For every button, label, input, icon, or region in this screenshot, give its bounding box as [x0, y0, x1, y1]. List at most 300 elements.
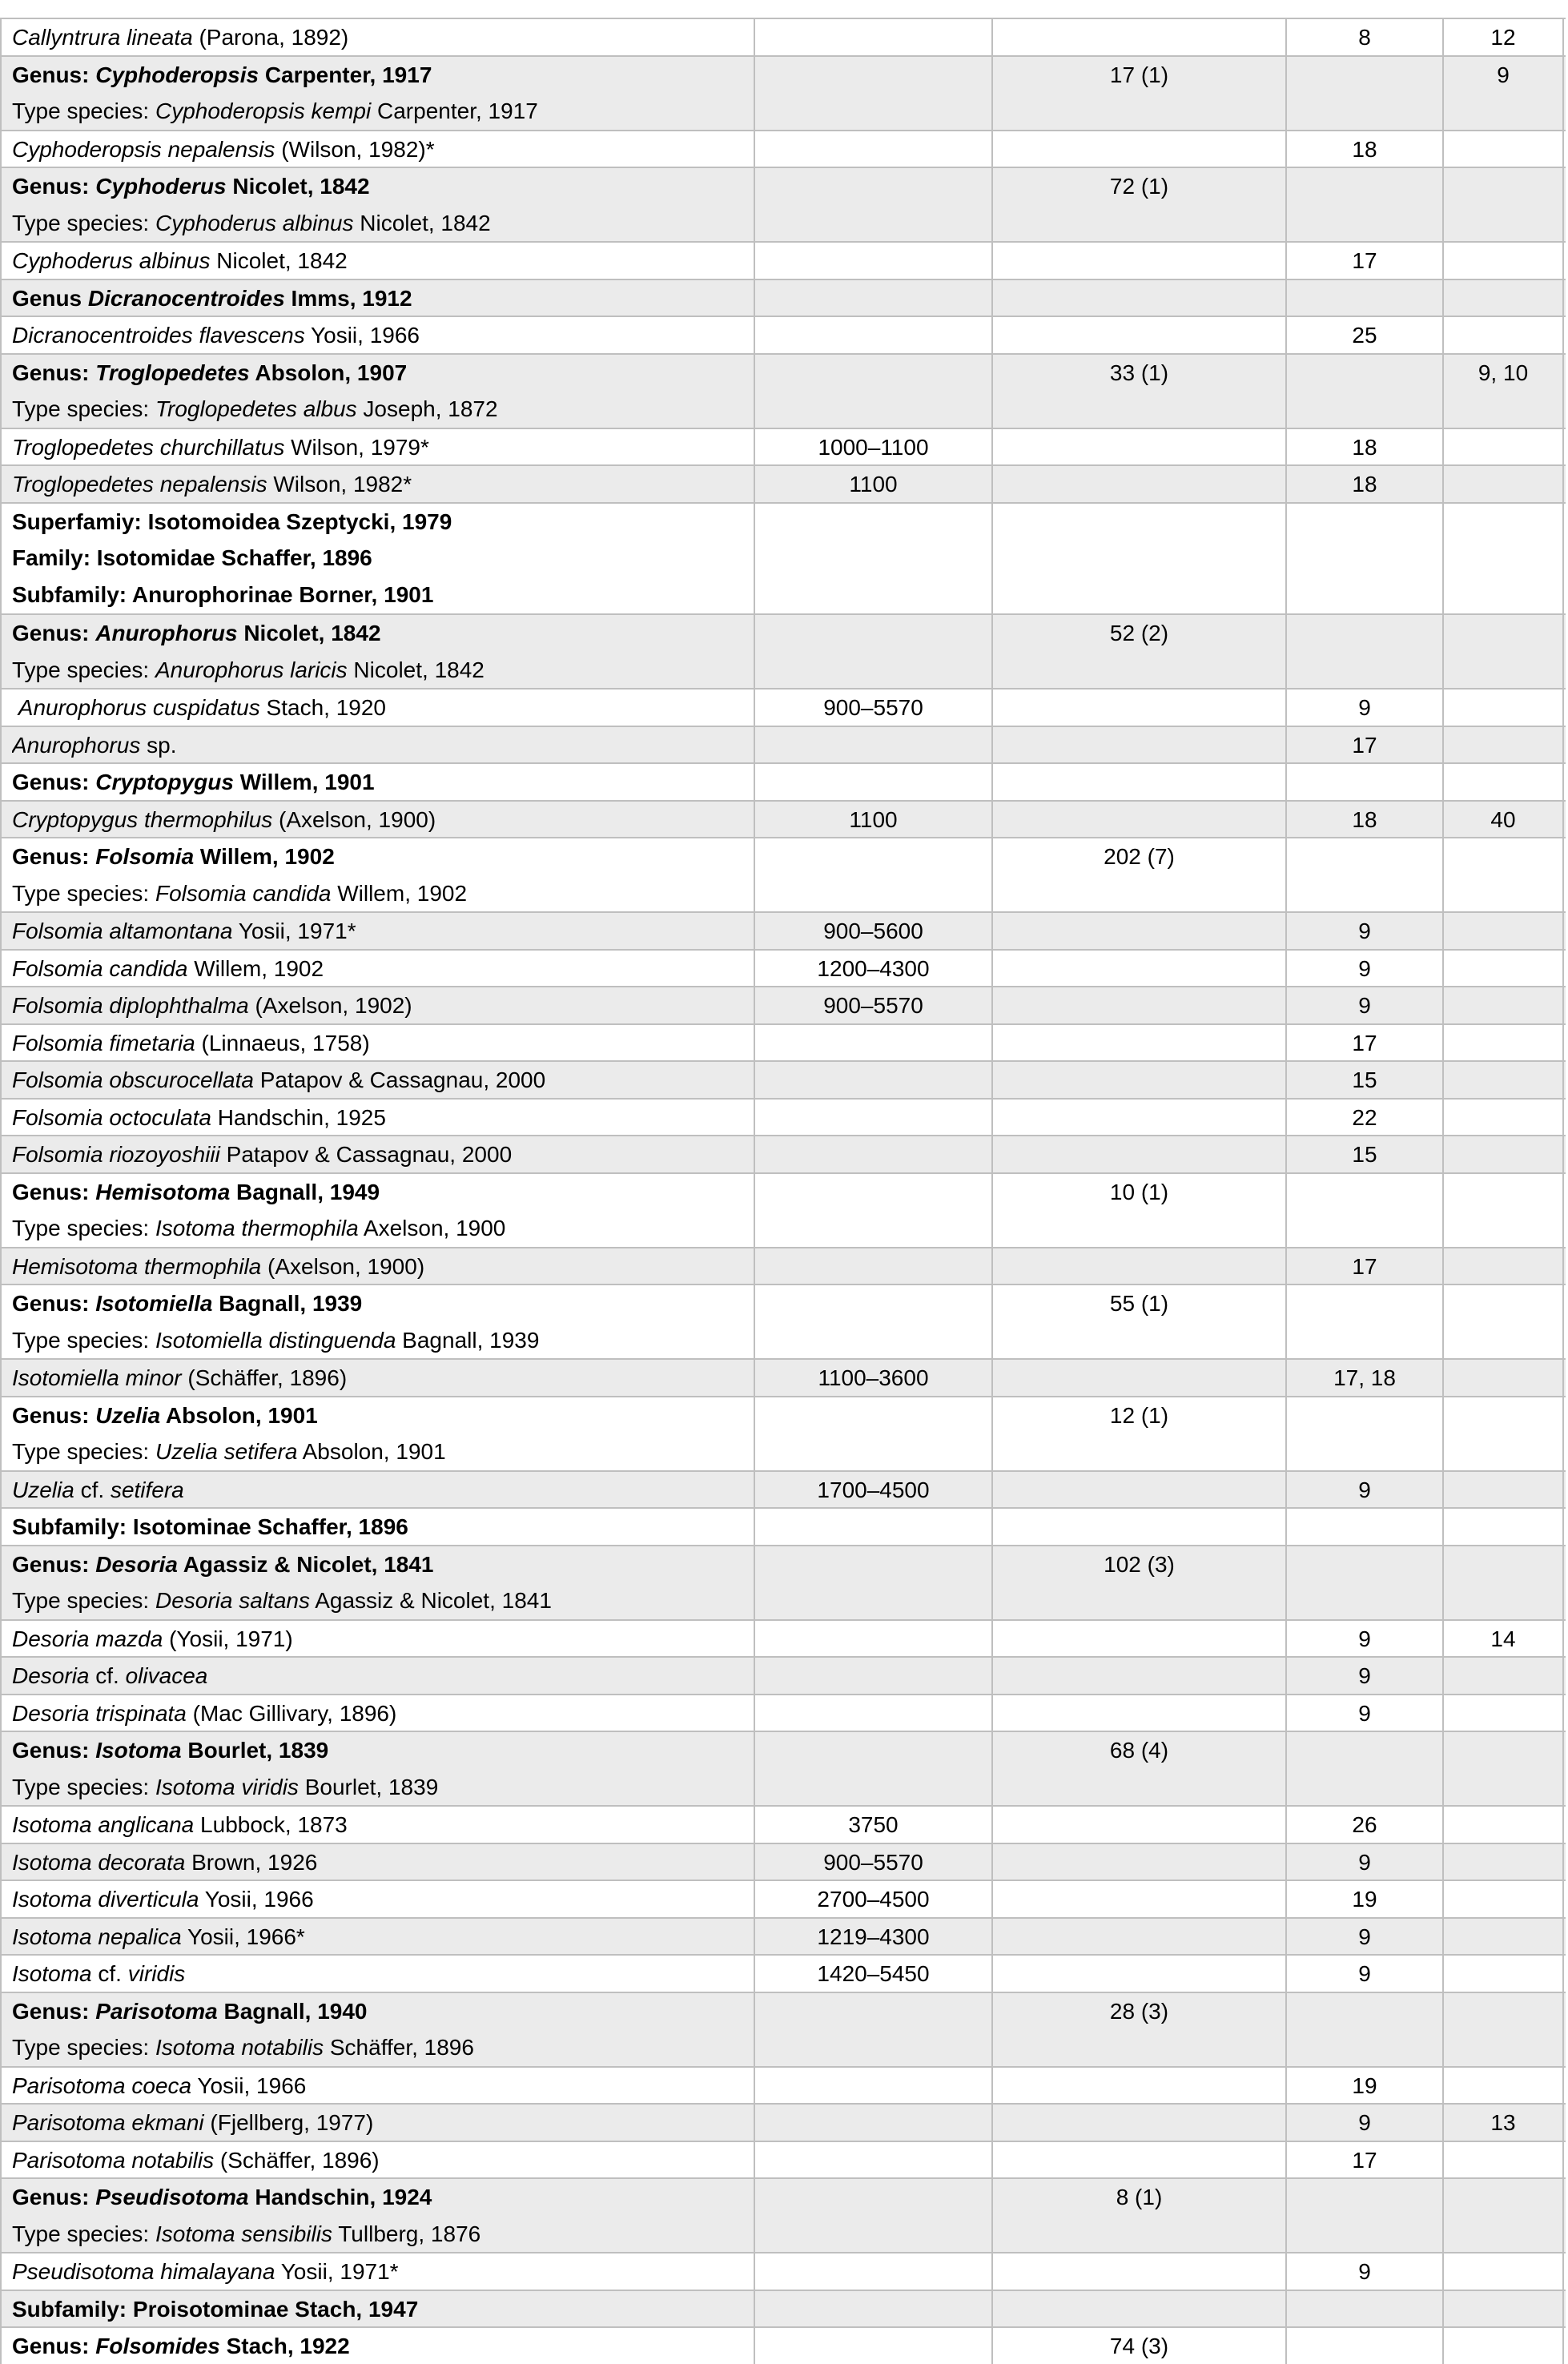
cell-reference-b	[1444, 317, 1564, 353]
cell-reference-b	[1444, 913, 1564, 949]
cell-reference-b-value	[1444, 951, 1562, 987]
cell-elevation-range-value	[755, 1062, 991, 1098]
cell-specimen-count	[993, 690, 1287, 726]
cell-specimen-count-value: 102 (3)	[1104, 1551, 1175, 1577]
cell-specimen-count	[993, 2068, 1287, 2104]
taxon-text-segment: Folsomides	[95, 2334, 220, 2358]
taxon-text-segment: Anurophorus	[12, 732, 141, 758]
taxon-text-segment: Isotoma sensibilis	[155, 2221, 332, 2246]
cell-specimen-count-value	[993, 1509, 1285, 1545]
cell-specimen-count-value	[993, 1621, 1285, 1657]
cell-specimen-count-value	[993, 1136, 1285, 1172]
cell-taxon-name	[2, 1919, 755, 1955]
cell-taxon-name	[2, 764, 755, 800]
cell-reference-b-value: 40	[1490, 806, 1516, 832]
cell-specimen-count-value	[993, 1248, 1285, 1285]
cell-elevation-range	[755, 1658, 993, 1694]
cell-specimen-count-value	[993, 429, 1285, 465]
table-row	[2, 688, 1566, 726]
taxon-text-segment: Genus:	[12, 1402, 96, 1428]
cell-reference-b-value	[1444, 1472, 1562, 1508]
cell-elevation-range	[755, 727, 993, 763]
cell-elevation-range-value: 900–5600	[823, 919, 923, 943]
cell-taxon-name	[2, 1732, 755, 1805]
cell-elevation-range-value: 1000–1100	[818, 434, 929, 460]
cell-elevation-range-value: 1100	[849, 472, 898, 497]
cell-taxon-name	[2, 913, 755, 949]
cell-specimen-count-value	[993, 1807, 1285, 1843]
cell-specimen-count	[993, 1360, 1287, 1396]
cell-taxon-name	[2, 168, 755, 241]
cell-specimen-count-value	[993, 317, 1285, 353]
cell-reference-a	[1287, 466, 1444, 502]
table-row	[2, 316, 1566, 353]
taxon-text-segment: Genus:	[12, 1998, 96, 2024]
cell-reference-b-value	[1444, 1993, 1562, 2030]
cell-elevation-range-value	[755, 1621, 991, 1657]
taxon-line	[12, 2105, 754, 2141]
cell-taxon-name	[2, 317, 755, 353]
cell-specimen-count-value	[993, 280, 1285, 316]
taxon-line	[12, 1956, 754, 1992]
cell-elevation-range-value	[755, 1174, 991, 1211]
taxon-text-segment: Tullberg, 1876	[332, 2221, 481, 2246]
cell-taxon-name	[2, 1025, 755, 1061]
taxon-text-segment: Patapov & Cassagnau, 2000	[253, 1067, 546, 1092]
cell-taxon-name	[2, 504, 755, 614]
taxon-text-segment: Type species:	[12, 98, 155, 123]
cell-elevation-range-value	[755, 838, 991, 875]
cell-taxon-name	[2, 1956, 755, 1992]
taxon-line	[12, 1397, 754, 1434]
taxon-text-segment: Isotoma thermophila	[155, 1216, 359, 1240]
taxon-line	[12, 540, 754, 577]
table-row	[2, 1098, 1566, 1136]
taxon-text-segment: Nicolet, 1842	[353, 210, 491, 235]
cell-specimen-count	[993, 1062, 1287, 1098]
cell-taxon-name	[2, 802, 755, 838]
taxon-text-segment: (Axelson, 1902)	[248, 993, 412, 1018]
cell-reference-a	[1287, 838, 1444, 911]
cell-reference-a	[1287, 131, 1444, 167]
cell-specimen-count-value	[993, 2068, 1285, 2104]
cell-elevation-range-value	[755, 1100, 991, 1136]
taxon-text-segment: (Schäffer, 1896)	[214, 2147, 380, 2173]
taxon-line	[12, 1881, 754, 1917]
taxon-text-segment: Cyphoderus albinus	[155, 210, 354, 235]
cell-reference-a	[1287, 355, 1444, 428]
cell-elevation-range	[755, 2105, 993, 2141]
cell-reference-a-value	[1287, 764, 1442, 800]
taxon-text-segment: Yosii, 1971*	[232, 919, 356, 943]
cell-reference-b-value	[1444, 1695, 1562, 1731]
cell-reference-a	[1287, 1658, 1444, 1694]
taxon-text-segment: Subfamily: Proisotominae Stach, 1947	[12, 2296, 419, 2322]
cell-specimen-count-value	[993, 764, 1285, 800]
taxon-text-segment: Imms, 1912	[284, 285, 412, 311]
table-row	[2, 1247, 1566, 1285]
taxon-text-segment: Genus:	[12, 62, 96, 87]
cell-taxon-name	[2, 1062, 755, 1098]
taxon-text-segment: Uzelia setifera	[155, 1439, 298, 1464]
taxon-line	[12, 1546, 754, 1583]
cell-reference-a-value: 9	[1358, 919, 1371, 943]
taxon-text-segment: Type species:	[12, 210, 155, 235]
cell-reference-b	[1444, 1509, 1564, 1545]
cell-reference-a-value: 22	[1352, 1104, 1377, 1130]
taxon-text-segment: Genus:	[12, 1738, 96, 1763]
table-row	[2, 18, 1566, 55]
cell-specimen-count-value	[993, 131, 1285, 167]
cell-reference-a	[1287, 987, 1444, 1023]
cell-specimen-count-value	[993, 1658, 1285, 1694]
taxon-text-segment: Cyphoderus albinus	[12, 248, 211, 273]
cell-elevation-range	[755, 838, 993, 911]
cell-elevation-range	[755, 131, 993, 167]
cell-elevation-range-value	[755, 1546, 991, 1583]
cell-reference-b	[1444, 1993, 1564, 2066]
taxon-text-segment: Cyphoderus	[95, 174, 227, 199]
cell-specimen-count-value	[993, 19, 1285, 55]
cell-elevation-range	[755, 690, 993, 726]
cell-taxon-name	[2, 1993, 755, 2066]
cell-elevation-range-value	[755, 504, 991, 541]
cell-elevation-range-value: 1700–4500	[817, 1477, 930, 1502]
taxon-line	[12, 1582, 754, 1619]
cell-elevation-range-value	[755, 764, 991, 800]
cell-specimen-count-value	[993, 1919, 1285, 1955]
taxon-text-segment: (Mac Gillivary, 1896)	[186, 1700, 397, 1726]
cell-elevation-range	[755, 317, 993, 353]
table-row	[2, 1954, 1566, 1992]
cell-elevation-range-value: 1100–3600	[818, 1365, 929, 1390]
taxon-text-segment: Bagnall, 1940	[217, 1998, 368, 2024]
cell-reference-a	[1287, 19, 1444, 55]
cell-elevation-range-value	[755, 2328, 991, 2364]
cell-reference-b-value	[1444, 2328, 1562, 2364]
cell-specimen-count-value: 28 (3)	[1109, 1998, 1169, 2024]
cell-reference-a-value	[1287, 615, 1442, 652]
cell-specimen-count	[993, 466, 1287, 502]
cell-specimen-count	[993, 838, 1287, 911]
cell-specimen-count-value	[993, 951, 1285, 987]
cell-reference-a-value: 18	[1352, 434, 1377, 460]
cell-reference-a	[1287, 1360, 1444, 1396]
taxon-text-segment: Handschin, 1925	[211, 1104, 386, 1130]
cell-specimen-count	[993, 951, 1287, 987]
taxon-line	[12, 802, 754, 838]
taxon-text-segment: Genus	[12, 285, 88, 311]
taxon-text-segment: Isotoma	[95, 1738, 182, 1763]
cell-reference-b	[1444, 764, 1564, 800]
cell-specimen-count-value	[993, 1062, 1285, 1098]
cell-reference-a	[1287, 1285, 1444, 1358]
table-row	[2, 1917, 1566, 1955]
cell-elevation-range	[755, 913, 993, 949]
taxon-text-segment: Isotomiella distinguenda	[155, 1327, 396, 1353]
taxon-text-segment: Agassiz & Nicolet, 1841	[309, 1588, 552, 1613]
cell-reference-b-value	[1444, 764, 1562, 800]
taxon-text-segment: Troglopedetes churchillatus	[12, 434, 285, 460]
cell-elevation-range	[755, 1397, 993, 1470]
taxon-line	[12, 429, 754, 465]
cell-reference-b-value	[1444, 243, 1562, 279]
cell-reference-a	[1287, 2291, 1444, 2327]
cell-specimen-count-value: 72 (1)	[1109, 174, 1169, 199]
taxon-text-segment: Yosii, 1971*	[275, 2259, 399, 2284]
cell-specimen-count	[993, 1397, 1287, 1470]
cell-specimen-count	[993, 1844, 1287, 1880]
cell-specimen-count-value: 202 (7)	[1104, 844, 1175, 869]
taxon-text-segment: Anurophorus	[95, 621, 238, 645]
cell-specimen-count-value	[993, 1881, 1285, 1917]
taxon-text-segment: Cyphoderopsis kempi	[155, 98, 372, 123]
cell-elevation-range-value	[755, 1658, 991, 1694]
cell-specimen-count	[993, 1956, 1287, 1992]
taxon-text-segment: Subfamily: Anurophorinae Borner, 1901	[12, 581, 434, 607]
cell-taxon-name	[2, 1621, 755, 1657]
cell-reference-a-value: 19	[1352, 2073, 1377, 2098]
table-row	[2, 1880, 1566, 1917]
cell-elevation-range	[755, 1881, 993, 1917]
taxon-line	[12, 1621, 754, 1657]
cell-reference-a-value: 9	[1358, 1626, 1371, 1651]
cell-elevation-range	[755, 1732, 993, 1805]
taxon-text-segment: Willem, 1902	[194, 844, 335, 869]
cell-reference-b	[1444, 1062, 1564, 1098]
cell-specimen-count	[993, 1285, 1287, 1358]
taxon-line	[12, 1732, 754, 1769]
cell-reference-b-value	[1444, 1509, 1562, 1545]
cell-reference-b	[1444, 1658, 1564, 1694]
taxon-text-segment: olivacea	[125, 1663, 208, 1688]
cell-reference-a-value	[1287, 168, 1442, 205]
cell-specimen-count	[993, 1881, 1287, 1917]
taxon-line	[12, 1248, 754, 1285]
cell-elevation-range	[755, 1174, 993, 1247]
taxon-text-segment: Type species:	[12, 1439, 155, 1464]
cell-reference-b	[1444, 1807, 1564, 1843]
cell-specimen-count	[993, 429, 1287, 465]
cell-elevation-range	[755, 2068, 993, 2104]
taxon-text-segment: cf.	[91, 1961, 128, 1986]
cell-elevation-range-value: 1200–4300	[817, 955, 930, 981]
table-row	[2, 837, 1566, 911]
cell-elevation-range	[755, 19, 993, 55]
taxon-text-segment: Genus:	[12, 2185, 96, 2209]
cell-reference-b	[1444, 1546, 1564, 1619]
taxon-text-segment: Schäffer, 1896	[324, 2035, 474, 2060]
taxon-text-segment: Isotomiella	[95, 1291, 213, 1316]
table-row	[2, 2103, 1566, 2141]
taxon-text-segment: Subfamily: Isotominae Schaffer, 1896	[12, 1514, 408, 1539]
cell-elevation-range-value	[755, 1136, 991, 1172]
cell-reference-b-value	[1444, 1919, 1562, 1955]
cell-elevation-range	[755, 1621, 993, 1657]
cell-reference-b-value	[1444, 913, 1562, 949]
taxon-line	[12, 1062, 754, 1098]
cell-specimen-count	[993, 1174, 1287, 1247]
cell-reference-a	[1287, 317, 1444, 353]
cell-elevation-range-value	[755, 2291, 991, 2327]
table-row	[2, 1507, 1566, 1545]
taxon-line	[12, 875, 754, 912]
cell-elevation-range	[755, 1248, 993, 1285]
cell-reference-b-value	[1444, 1732, 1562, 1769]
cell-taxon-name	[2, 951, 755, 987]
taxon-text-segment: Willem, 1901	[233, 770, 375, 794]
table-row	[2, 1396, 1566, 1470]
table-row	[2, 1805, 1566, 1843]
taxon-text-segment: Folsomia fimetaria	[12, 1030, 195, 1055]
cell-specimen-count-value: 10 (1)	[1109, 1179, 1169, 1204]
taxon-text-segment: Wilson, 1979*	[284, 434, 429, 460]
cell-reference-b	[1444, 690, 1564, 726]
cell-reference-a	[1287, 802, 1444, 838]
cell-specimen-count-value	[993, 2142, 1285, 2178]
taxon-line	[12, 1695, 754, 1731]
cell-reference-b-value	[1444, 317, 1562, 353]
taxon-text-segment: Desoria	[95, 1551, 178, 1577]
cell-reference-b	[1444, 1844, 1564, 1880]
taxon-text-segment: Superfamiy: Isotomoidea Szeptycki, 1979	[12, 509, 452, 534]
cell-reference-b-value: 12	[1490, 25, 1516, 50]
cell-specimen-count-value	[993, 913, 1285, 949]
cell-reference-a-value: 15	[1352, 1142, 1377, 1167]
cell-specimen-count-value	[993, 243, 1285, 279]
taxon-text-segment: Desoria saltans	[155, 1588, 310, 1613]
cell-reference-b	[1444, 615, 1564, 688]
cell-specimen-count-value	[993, 1360, 1285, 1396]
cell-reference-a-value: 19	[1352, 1887, 1377, 1912]
taxon-text-segment: sp.	[140, 732, 177, 758]
cell-reference-a-value: 9	[1358, 695, 1371, 720]
taxon-text-segment: cf.	[74, 1477, 111, 1502]
taxon-text-segment: Bourlet, 1839	[181, 1738, 329, 1763]
taxon-line	[12, 2068, 754, 2104]
cell-elevation-range	[755, 1807, 993, 1843]
cell-reference-b	[1444, 1174, 1564, 1247]
taxon-line	[12, 1100, 754, 1136]
cell-taxon-name	[2, 1546, 755, 1619]
taxon-text-segment: Uzelia	[95, 1402, 161, 1428]
cell-reference-a-value	[1287, 1174, 1442, 1211]
cell-taxon-name	[2, 280, 755, 316]
taxon-text-segment: Folsomia	[95, 844, 195, 869]
cell-reference-b	[1444, 57, 1564, 130]
taxon-text-segment: Hemisotoma thermophila	[12, 1253, 262, 1279]
cell-taxon-name	[2, 1174, 755, 1247]
cell-reference-b-value	[1444, 1100, 1562, 1136]
cell-reference-b-value	[1444, 1248, 1562, 1285]
table-row	[2, 2141, 1566, 2178]
cell-specimen-count	[993, 1546, 1287, 1619]
taxon-text-segment: Genus:	[12, 360, 96, 385]
taxon-text-segment: Stach, 1922	[219, 2334, 350, 2358]
cell-specimen-count	[993, 57, 1287, 130]
cell-specimen-count	[993, 1100, 1287, 1136]
cell-reference-b-value: 9	[1497, 62, 1510, 87]
taxon-text-segment: Isotoma	[12, 1961, 92, 1986]
cell-reference-b	[1444, 1621, 1564, 1657]
cell-elevation-range	[755, 2291, 993, 2327]
cell-specimen-count	[993, 2328, 1287, 2364]
taxon-text-segment: Parisotoma	[95, 1998, 218, 2024]
cell-reference-a-value	[1287, 2291, 1442, 2327]
cell-specimen-count	[993, 2179, 1287, 2252]
taxon-line	[12, 280, 754, 316]
cell-reference-a	[1287, 764, 1444, 800]
taxon-line	[12, 1136, 754, 1172]
cell-reference-b-value	[1444, 168, 1562, 205]
cell-specimen-count-value	[993, 1844, 1285, 1880]
cell-specimen-count	[993, 2291, 1287, 2327]
taxon-text-segment: Genus:	[12, 174, 96, 199]
cell-reference-a	[1287, 1993, 1444, 2066]
cell-elevation-range-value	[755, 1732, 991, 1769]
cell-taxon-name	[2, 615, 755, 688]
cell-elevation-range-value: 900–5570	[823, 695, 923, 720]
cell-reference-b	[1444, 355, 1564, 428]
cell-reference-a	[1287, 951, 1444, 987]
cell-reference-b	[1444, 1025, 1564, 1061]
taxon-line	[12, 504, 754, 541]
table-row	[2, 241, 1566, 279]
cell-elevation-range-value	[755, 1025, 991, 1061]
table-row	[2, 502, 1566, 614]
cell-elevation-range-value: 1219–4300	[817, 1924, 930, 1949]
cell-reference-b	[1444, 951, 1564, 987]
cell-specimen-count	[993, 1919, 1287, 1955]
taxon-text-segment: (Axelson, 1900)	[261, 1253, 425, 1279]
cell-elevation-range	[755, 2179, 993, 2252]
taxon-line	[12, 1210, 754, 1247]
taxon-text-segment: Folsomia diplophthalma	[12, 993, 249, 1018]
taxon-line	[12, 577, 754, 613]
cell-reference-b	[1444, 466, 1564, 502]
taxon-text-segment: Yosii, 1966	[199, 1887, 314, 1912]
cell-elevation-range	[755, 1509, 993, 1545]
cell-reference-b-value: 9, 10	[1478, 360, 1529, 385]
taxon-line	[12, 838, 754, 875]
taxon-text-segment: Pseudisotoma	[95, 2185, 249, 2209]
taxon-text-segment: Cryptopygus thermophilus	[12, 806, 273, 832]
cell-reference-b	[1444, 987, 1564, 1023]
taxon-line	[12, 355, 754, 392]
taxon-text-segment: Dicranocentroides flavescens	[12, 323, 305, 348]
cell-elevation-range-value	[755, 355, 991, 392]
cell-specimen-count-value: 55 (1)	[1109, 1291, 1169, 1316]
taxon-line	[12, 205, 754, 242]
cell-specimen-count	[993, 1695, 1287, 1731]
table-row	[2, 911, 1566, 949]
cell-elevation-range	[755, 987, 993, 1023]
taxon-line	[12, 727, 754, 763]
cell-reference-a-value	[1287, 838, 1442, 875]
taxon-text-segment: Anurophorus cuspidatus	[18, 695, 260, 720]
taxon-text-segment: Type species:	[12, 396, 155, 421]
cell-elevation-range-value	[755, 2179, 991, 2216]
cell-elevation-range-value	[755, 727, 991, 763]
taxon-text-segment: Troglopedetes albus	[155, 396, 357, 421]
table-row	[2, 949, 1566, 987]
cell-reference-b	[1444, 243, 1564, 279]
taxon-text-segment: Isotoma nepalica	[12, 1924, 182, 1949]
taxon-text-segment: Genus:	[12, 1551, 96, 1577]
cell-reference-a-value	[1287, 1993, 1442, 2030]
cell-specimen-count-value	[993, 1695, 1285, 1731]
cell-reference-a	[1287, 1732, 1444, 1805]
